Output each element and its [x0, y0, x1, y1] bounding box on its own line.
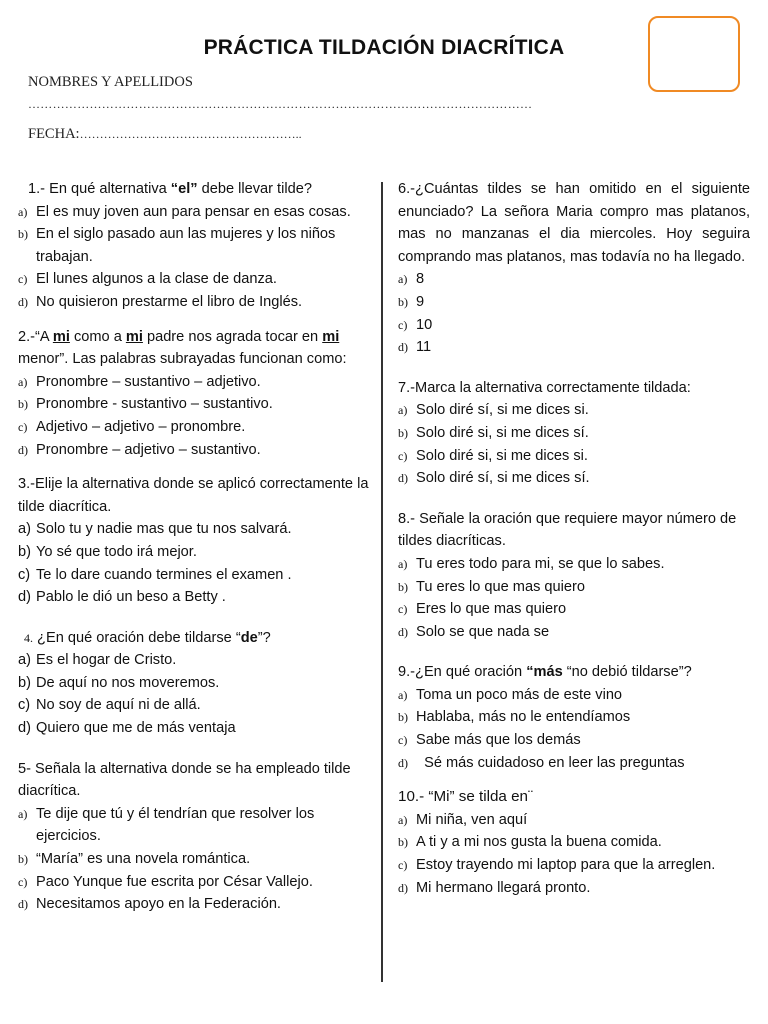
- option-letter: c): [18, 874, 28, 889]
- question-3-option-a[interactable]: [18, 518, 370, 541]
- option-text: Mi hermano llegará pronto.: [416, 879, 591, 896]
- question-6: [398, 178, 750, 359]
- option-letter: a): [398, 812, 408, 827]
- question-10-option-d[interactable]: [398, 877, 750, 900]
- date-row: [28, 126, 302, 143]
- question-10: [398, 786, 750, 899]
- option-text: Eres lo que mas quiero: [416, 601, 567, 618]
- left-column: [18, 178, 370, 928]
- option-letter: b): [398, 579, 408, 594]
- question-1-option-c[interactable]: [18, 268, 370, 291]
- option-text: 11: [416, 339, 432, 356]
- date-dotted-line: ………………………………………………..: [79, 127, 302, 141]
- option-letter: d): [18, 589, 31, 606]
- page-title: PRÁCTICA TILDACIÓN DIACRÍTICA: [203, 36, 565, 59]
- option-letter: c): [398, 733, 408, 748]
- option-text: Te dije que tú y él tendrían que resolver los ejercicios.: [36, 805, 315, 845]
- question-9-suffix: “no debió tildarse”?: [562, 664, 692, 681]
- question-1-option-a[interactable]: [18, 201, 370, 224]
- option-text: De aquí no nos moveremos.: [36, 674, 220, 691]
- option-letter: c): [18, 272, 28, 287]
- option-text: No quisieron prestarme el libro de Inglés.: [36, 293, 303, 310]
- option-letter: d): [398, 624, 408, 639]
- option-letter: a): [398, 556, 408, 571]
- option-text: Pronombre – sustantivo – adjetivo.: [36, 373, 261, 390]
- right-column: [398, 178, 750, 911]
- option-letter: c): [18, 566, 31, 583]
- option-letter: b): [18, 227, 28, 242]
- question-1-option-d[interactable]: [18, 291, 370, 314]
- option-letter: c): [398, 858, 408, 873]
- question-5-option-d[interactable]: [18, 893, 370, 916]
- question-9: [398, 661, 750, 774]
- option-letter: a): [398, 403, 408, 418]
- question-2-text: [18, 326, 370, 371]
- option-text: 10: [416, 316, 433, 333]
- question-4-option-d[interactable]: [18, 717, 370, 740]
- option-text: Paco Yunque fue escrita por César Vallejo.: [36, 873, 313, 890]
- question-1: [18, 178, 370, 314]
- option-text: “María” es una novela romántica.: [36, 851, 251, 868]
- underlined-word: mi: [322, 328, 340, 345]
- option-letter: c): [398, 317, 408, 332]
- question-10-option-b[interactable]: [398, 831, 750, 854]
- option-text: Solo diré sí, si me dices si.: [416, 402, 589, 419]
- question-5-option-b[interactable]: [18, 848, 370, 871]
- option-letter: b): [398, 425, 408, 440]
- option-letter: a): [398, 687, 408, 702]
- option-letter: a): [18, 652, 31, 669]
- question-2-part: padre nos agrada tocar en: [142, 328, 323, 345]
- question-1-suffix: debe llevar tilde?: [197, 181, 312, 197]
- question-1-option-b[interactable]: [18, 223, 370, 268]
- question-8-option-a[interactable]: [398, 553, 750, 576]
- option-text: El es muy joven aun para pensar en esas cosas.: [36, 203, 351, 220]
- question-4-prefix: ¿En qué oración debe tildarse “: [33, 629, 241, 646]
- question-9-prefix: 9.-¿En qué oración: [398, 664, 527, 681]
- question-4-option-c[interactable]: [18, 694, 370, 717]
- option-text: El lunes algunos a la clase de danza.: [36, 271, 277, 288]
- question-7-option-a[interactable]: [398, 399, 750, 422]
- option-text: Solo diré si, si me dices sí.: [416, 424, 589, 441]
- question-2-option-a[interactable]: [18, 371, 370, 394]
- option-letter: b): [398, 835, 408, 850]
- question-8-option-b[interactable]: [398, 576, 750, 599]
- question-3-option-d[interactable]: [18, 586, 370, 609]
- question-5-option-c[interactable]: [18, 871, 370, 894]
- option-text: Solo diré si, si me dices si.: [416, 447, 588, 464]
- question-1-prefix: 1.- En qué alternativa: [28, 181, 171, 197]
- question-3-text: 3.-Elije la alternativa donde se aplicó correctamente la tilde diacrítica.: [18, 476, 369, 515]
- column-divider: [381, 182, 383, 982]
- question-6-option-d[interactable]: [398, 336, 750, 359]
- option-letter: d): [18, 897, 28, 912]
- date-label: FECHA:: [28, 126, 80, 142]
- question-4: [18, 627, 370, 740]
- question-8-option-d[interactable]: [398, 621, 750, 644]
- question-9-text: [398, 661, 750, 684]
- question-2-part: como a: [69, 328, 126, 345]
- question-7: [398, 377, 750, 490]
- question-6-text: 6.-¿Cuántas tildes se han omitido en el siguiente enunciado? La señora Maria compro mas platanos, mas no manzanas el dia miercoles. Hoy seguira comprando mas platanos, mas todavía no ha llegado.: [398, 181, 750, 265]
- option-text: A ti y a mi nos gusta la buena comida.: [416, 834, 662, 851]
- question-7-text: 7.-Marca la alternativa correctamente tildada:: [398, 379, 691, 396]
- option-text: Pablo le dió un beso a Betty .: [36, 589, 226, 606]
- question-3-option-b[interactable]: [18, 541, 370, 564]
- question-1-text: [18, 178, 370, 201]
- question-10-option-c[interactable]: [398, 854, 750, 877]
- option-text: No soy de aquí ni de allá.: [36, 697, 201, 714]
- option-letter: b): [18, 543, 31, 560]
- option-letter: c): [398, 602, 408, 617]
- question-7-option-c[interactable]: [398, 445, 750, 468]
- option-text: Pronombre - sustantivo – sustantivo.: [36, 396, 273, 413]
- question-4-option-b[interactable]: [18, 672, 370, 695]
- option-letter: d): [398, 340, 408, 355]
- option-letter: a): [18, 806, 28, 821]
- option-letter: c): [18, 697, 31, 714]
- question-4-number: 4.: [24, 630, 33, 645]
- question-9-option-a[interactable]: [398, 684, 750, 707]
- question-2-part: menor”. Las palabras subrayadas funcionan como:: [18, 351, 347, 368]
- option-text: Tu eres todo para mi, se que lo sabes.: [416, 555, 665, 572]
- option-text: Adjetivo – adjetivo – pronombre.: [36, 418, 246, 435]
- option-letter: a): [18, 374, 28, 389]
- question-5-option-a[interactable]: [18, 803, 370, 848]
- question-2-option-c[interactable]: [18, 416, 370, 439]
- option-letter: d): [18, 294, 28, 309]
- option-text: Sabe más que los demás: [416, 732, 581, 749]
- option-text: Es el hogar de Cristo.: [36, 652, 177, 669]
- option-text: Solo se que nada se: [416, 623, 550, 640]
- option-letter: a): [18, 204, 28, 219]
- option-text: Estoy trayendo mi laptop para que la arreglen.: [416, 857, 716, 874]
- question-4-option-a[interactable]: [18, 649, 370, 672]
- option-letter: d): [398, 471, 408, 486]
- option-letter: b): [398, 294, 408, 309]
- question-9-option-b[interactable]: [398, 706, 750, 729]
- question-2-part: 2.-“A: [18, 328, 53, 345]
- option-letter: b): [18, 674, 31, 691]
- option-letter: a): [18, 521, 31, 538]
- question-3-option-c[interactable]: [18, 564, 370, 587]
- question-8-option-c[interactable]: [398, 598, 750, 621]
- question-10-text: 10.- “Mi” se tilda en¨: [398, 788, 534, 806]
- question-6-option-b[interactable]: [398, 291, 750, 314]
- question-2-option-b[interactable]: [18, 393, 370, 416]
- option-letter: c): [18, 419, 28, 434]
- question-8-text: 8.- Señale la oración que requiere mayor número de tildes diacríticas.: [398, 510, 737, 550]
- option-text: Tu eres lo que mas quiero: [416, 578, 585, 595]
- underlined-word: mi: [52, 328, 70, 345]
- option-text: Yo sé que todo irá mejor.: [36, 543, 197, 560]
- option-text: Pronombre – adjetivo – sustantivo.: [36, 441, 261, 458]
- question-7-option-d[interactable]: [398, 467, 750, 490]
- question-3: [18, 473, 370, 609]
- question-4-text: [18, 627, 370, 650]
- question-2: [18, 326, 370, 462]
- question-6-option-a[interactable]: [398, 268, 750, 291]
- option-letter: c): [398, 448, 408, 463]
- question-8: [398, 508, 750, 644]
- option-text: Solo diré sí, si me dices sí.: [416, 470, 590, 487]
- underlined-word: mi: [125, 328, 143, 345]
- question-9-option-d[interactable]: [398, 752, 750, 775]
- question-7-option-b[interactable]: [398, 422, 750, 445]
- option-text: Necesitamos apoyo en la Federación.: [36, 896, 281, 913]
- option-text: Solo tu y nadie mas que tu nos salvará.: [36, 521, 292, 538]
- option-text: 8: [416, 271, 425, 288]
- question-10-option-a[interactable]: [398, 809, 750, 832]
- question-9-bold: “más: [526, 664, 563, 681]
- question-1-bold: “el”: [170, 181, 198, 197]
- question-5-text: 5- Señala la alternativa donde se ha empleado tilde diacrítica.: [18, 760, 351, 800]
- option-text: Te lo dare cuando termines el examen .: [36, 566, 292, 583]
- question-9-option-c[interactable]: [398, 729, 750, 752]
- names-dotted-line: ……………………………………………………………………………………………………………: [28, 97, 533, 111]
- option-letter: b): [18, 397, 28, 412]
- option-letter: d): [398, 880, 408, 895]
- option-text: Hablaba, más no le entendíamos: [416, 709, 631, 726]
- option-letter: a): [398, 272, 408, 287]
- question-4-bold: de: [240, 629, 258, 646]
- question-4-suffix: ”?: [257, 629, 271, 646]
- option-letter: b): [398, 710, 408, 725]
- option-text: Mi niña, ven aquí: [416, 811, 528, 828]
- option-text: Quiero que me de más ventaja: [36, 720, 236, 737]
- option-letter: d): [18, 720, 31, 737]
- question-2-option-d[interactable]: [18, 439, 370, 462]
- option-letter: b): [18, 852, 28, 867]
- option-letter: d): [398, 755, 408, 770]
- option-text: En el siglo pasado aun las mujeres y los niños trabajan.: [36, 226, 336, 265]
- score-box: [648, 16, 740, 92]
- question-6-option-c[interactable]: [398, 314, 750, 337]
- question-5: [18, 758, 370, 916]
- option-text: 9: [416, 293, 425, 310]
- names-label: NOMBRES Y APELLIDOS: [28, 74, 193, 90]
- option-text: Sé más cuidadoso en leer las preguntas: [416, 754, 685, 771]
- option-letter: d): [18, 442, 28, 457]
- option-text: Toma un poco más de este vino: [416, 686, 623, 703]
